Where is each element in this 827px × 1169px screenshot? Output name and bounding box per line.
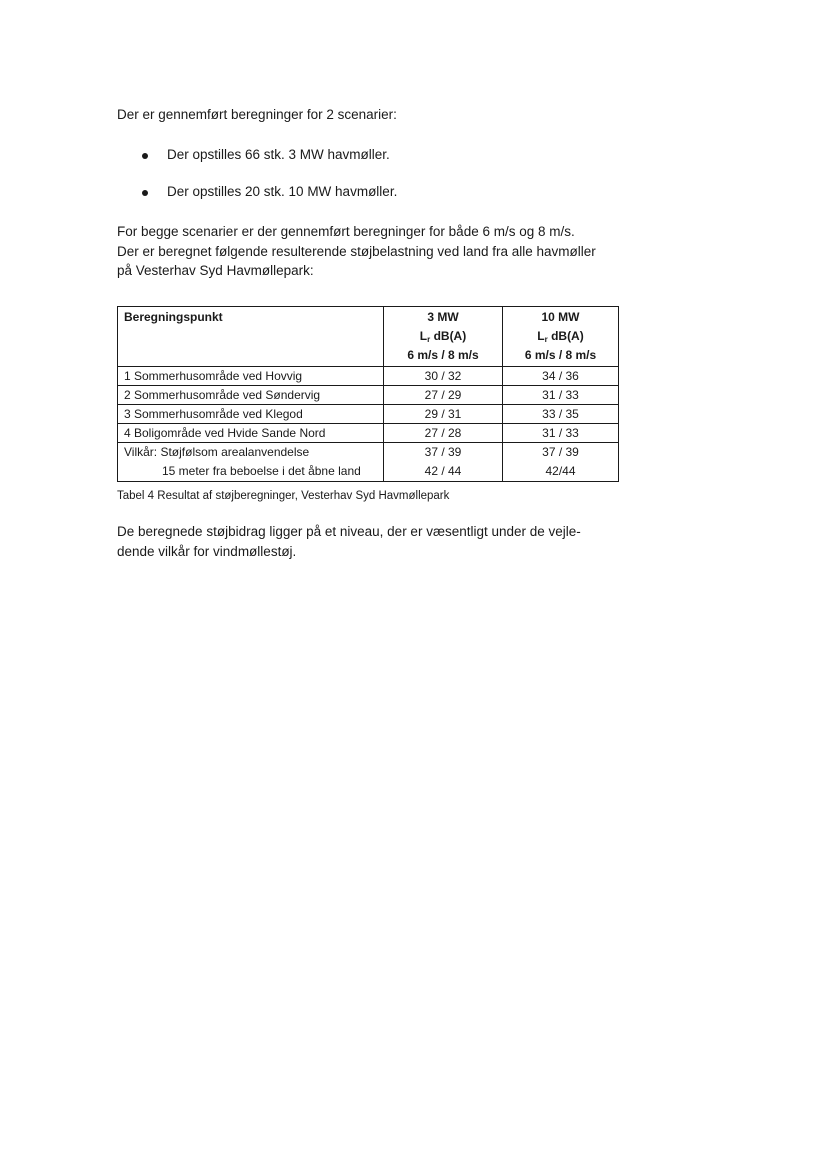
scenario-text: Der opstilles 66 stk. 3 MW havmøller. (167, 147, 390, 162)
paragraph-line: dende vilkår for vindmøllestøj. (117, 543, 297, 559)
list-item (117, 146, 397, 164)
bullet-icon (142, 153, 148, 159)
bullet-icon (142, 190, 148, 196)
table-row-conditions (118, 443, 619, 482)
header-level: $L_r$ dB(A) (419, 329, 467, 344)
scenario-text: Der opstilles 20 stk. 10 MW havmøller. (167, 184, 398, 199)
row-label: 4 Boligområde ved Hvide Sande Nord (118, 424, 384, 443)
value-3mw: 27 / 29 (384, 386, 503, 405)
header-speeds: 6 m/s / 8 m/s (524, 348, 597, 362)
header-speeds: 6 m/s / 8 m/s (407, 348, 479, 362)
table-caption: Tabel 4 Resultat af støjberegninger, Vesterhav Syd Havmøllepark (117, 490, 450, 502)
paragraph-line: De beregnede støjbidrag ligger på et niveau, der er væsentligt under de vejle- (117, 524, 581, 539)
header-3mw: 3 MW $L_r$ dB(A) 6 m/s / 8 m/s (384, 307, 503, 367)
paragraph-calculations (117, 222, 637, 281)
table-row (118, 424, 619, 443)
list-item (117, 183, 397, 201)
value-3mw: 30 / 32 (384, 367, 503, 386)
value-3mw: 29 / 31 (384, 405, 503, 424)
conditions-label: Vilkår: Støjfølsom arealanvendelse 15 meter fra beboelse i det åbne land (118, 443, 384, 482)
table-row (118, 386, 619, 405)
value-10mw: 33 / 35 (503, 405, 619, 424)
header-level: $L_r$ dB(A) (537, 329, 584, 344)
value-10mw: 34 / 36 (503, 367, 619, 386)
table-row (118, 405, 619, 424)
table-header-row (118, 307, 619, 367)
value-10mw: 31 / 33 (503, 386, 619, 405)
paragraph-line: Der er beregnet følgende resulterende støjbelastning ved land fra alle havmøller (117, 243, 596, 259)
intro-text: Der er gennemført beregninger for 2 scenarier: (117, 107, 397, 122)
paragraph-conclusion (117, 522, 637, 561)
row-label: 2 Sommerhusområde ved Søndervig (118, 386, 384, 405)
noise-results-table (117, 306, 619, 482)
value-3mw: 27 / 28 (384, 424, 503, 443)
header-calculation-point: Beregningspunkt (118, 307, 384, 367)
row-label: 1 Sommerhusområde ved Hovvig (118, 367, 384, 386)
value-10mw: 31 / 33 (503, 424, 619, 443)
paragraph-line: på Vesterhav Syd Havmøllepark: (117, 263, 314, 278)
header-10mw: 10 MW $L_r$ dB(A) 6 m/s / 8 m/s (503, 307, 619, 367)
paragraph-line: For begge scenarier er der gennemført beregninger for både 6 m/s og 8 m/s. (117, 224, 575, 239)
conditions-10mw: 37 / 39 42/44 (503, 443, 619, 482)
table-row (118, 367, 619, 386)
scenario-list (117, 146, 397, 220)
row-label: 3 Sommerhusområde ved Klegod (118, 405, 384, 424)
conditions-3mw: 37 / 39 42 / 44 (384, 443, 503, 482)
